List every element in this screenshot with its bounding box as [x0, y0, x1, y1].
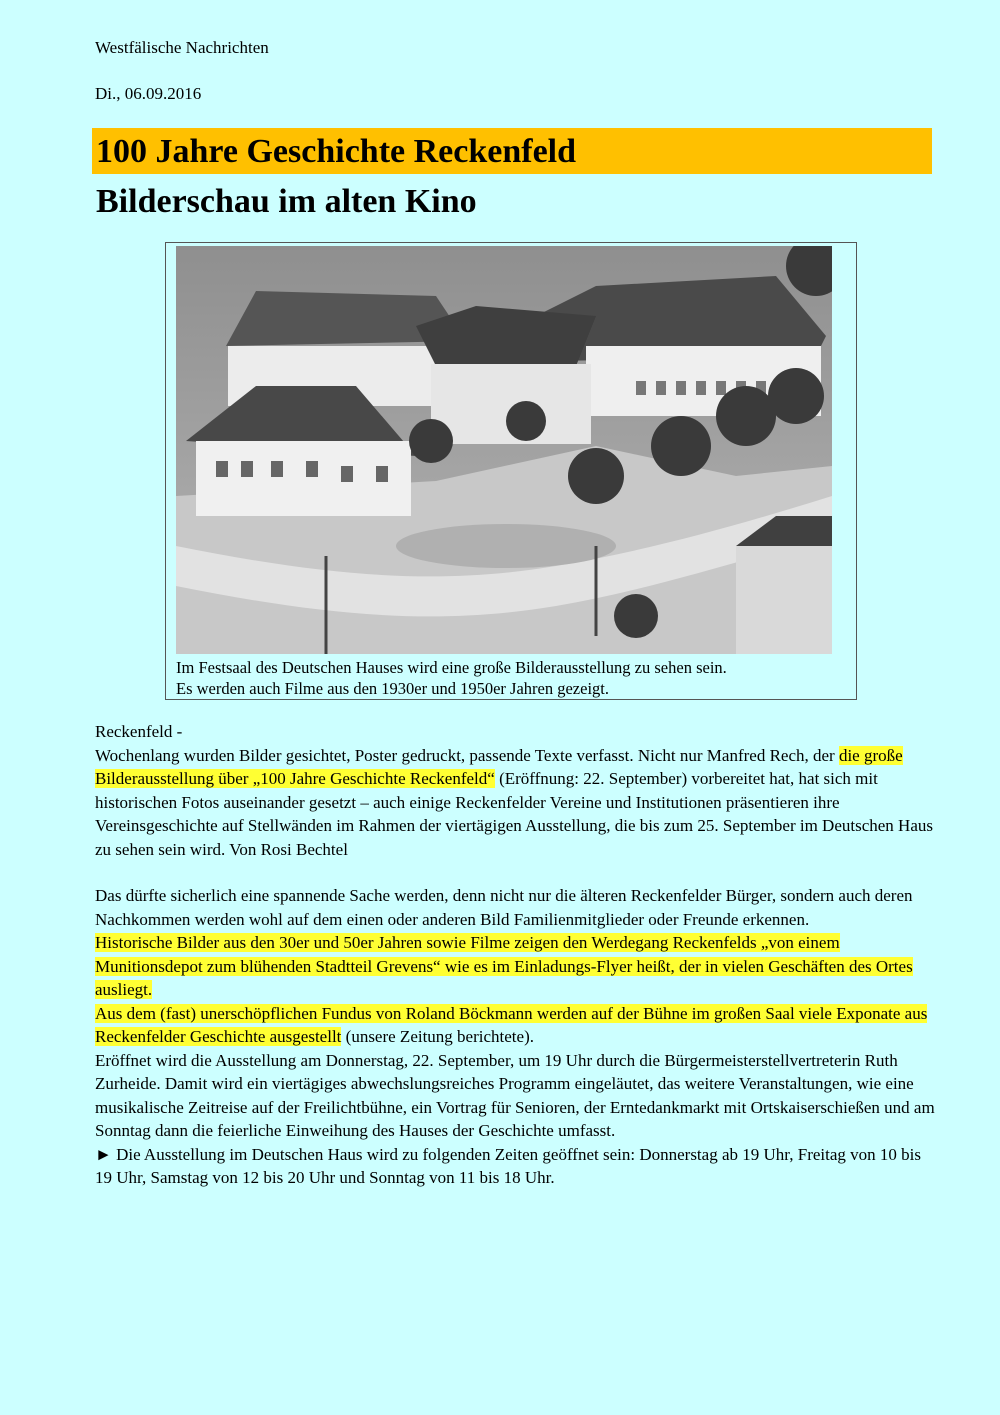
historic-aerial-photo	[176, 246, 832, 654]
dateline: Reckenfeld -	[95, 722, 183, 741]
paragraph-6-opening-hours: ► Die Ausstellung im Deutschen Haus wird zu folgenden Zeiten geöffnet sein: Donnerstag ab 19 Uhr, Freitag von 10 bis 19 Uhr, Samstag von 12 bis 20 Uhr und Sonntag von 11 bis 18 Uhr.	[95, 1144, 921, 1187]
intro-text-continued: (Eröffnung: 22. September) vorbereitet hat, hat sich mit historischen Fotos auseinander gesetzt – auch einige Reckenfelder Vereine und Institutionen präsentieren ihre Vereinsgeschichte auf Stellwänden im Rahmen der viertägigen Ausstellung, die bis zum 25. September im Deutschen Haus zu sehen sein wird. Von Rosi Bechtel	[95, 769, 933, 859]
highlighted-text: Aus dem (fast) unerschöpflichen Fundus von Roland Böckmann werden auf der Bühne im großen Saal viele Exponate aus Reckenfelder Geschichte ausgestellt	[95, 1003, 928, 1046]
caption-line: Im Festsaal des Deutschen Hauses wird eine große Bilderausstellung zu sehen sein.	[176, 658, 727, 677]
subheadline: Bilderschau im alten Kino	[96, 183, 477, 220]
paragraph-2: Das dürfte sicherlich eine spannende Sache werden, denn nicht nur die älteren Reckenfelder Bürger, sondern auch deren Nachkommen werden wohl auf dem einen oder anderen Bild Familienmitglieder oder Freunde erkennen.	[95, 886, 913, 929]
paragraph-5: Eröffnet wird die Ausstellung am Donnerstag, 22. September, um 19 Uhr durch die Bürgermeisterstellvertreterin Ruth Zurheide. Damit wird ein viertägiges abwechslungsreiches Programm eingeläutet, das weitere Veranstaltungen, wie eine musikalische Zeitreise auf der Freilichtbühne, ein Vortrag für Senioren, der Erntedankmarkt mit Ortskaiserschießen und am Sonntag dann die feierliche Einweihung des Hauses der Geschichte umfasst.	[95, 1050, 935, 1140]
highlighted-text: die große Bilderausstellung über „100 Jahre Geschichte Reckenfeld“	[95, 745, 903, 788]
photo-caption	[176, 657, 846, 699]
intro-text: Wochenlang wurden Bilder gesichtet, Poster gedruckt, passende Texte verfasst. Nicht nur Manfred Rech, der	[95, 745, 839, 765]
headline-block	[92, 128, 932, 224]
paragraph-intro	[95, 744, 935, 862]
highlighted-text: Historische Bilder aus den 30er und 50er Jahren sowie Filme zeigen den Werdegang Reckenfelds „von einem Munitionsdepot zum blühenden Stadtteil Grevens“ wie es im Einladungs-Flyer heißt, der in vielen Geschäften des Ortes ausliegt.	[95, 933, 913, 999]
caption-line: Es werden auch Filme aus den 1930er und 1950er Jahren gezeigt.	[176, 679, 609, 698]
article-body	[95, 720, 935, 1190]
headline: 100 Jahre Geschichte Reckenfeld	[92, 128, 932, 174]
publication-name: Westfälische Nachrichten	[95, 38, 269, 57]
photo-figure	[165, 242, 857, 700]
paragraph-4-tail: (unsere Zeitung berichtete).	[341, 1027, 534, 1046]
paragraph-spacer	[95, 861, 935, 884]
publication-date: Di., 06.09.2016	[95, 84, 202, 103]
paragraph-3	[95, 931, 935, 1002]
paragraph-4	[95, 1002, 935, 1049]
aerial-photo-illustration	[176, 246, 832, 654]
